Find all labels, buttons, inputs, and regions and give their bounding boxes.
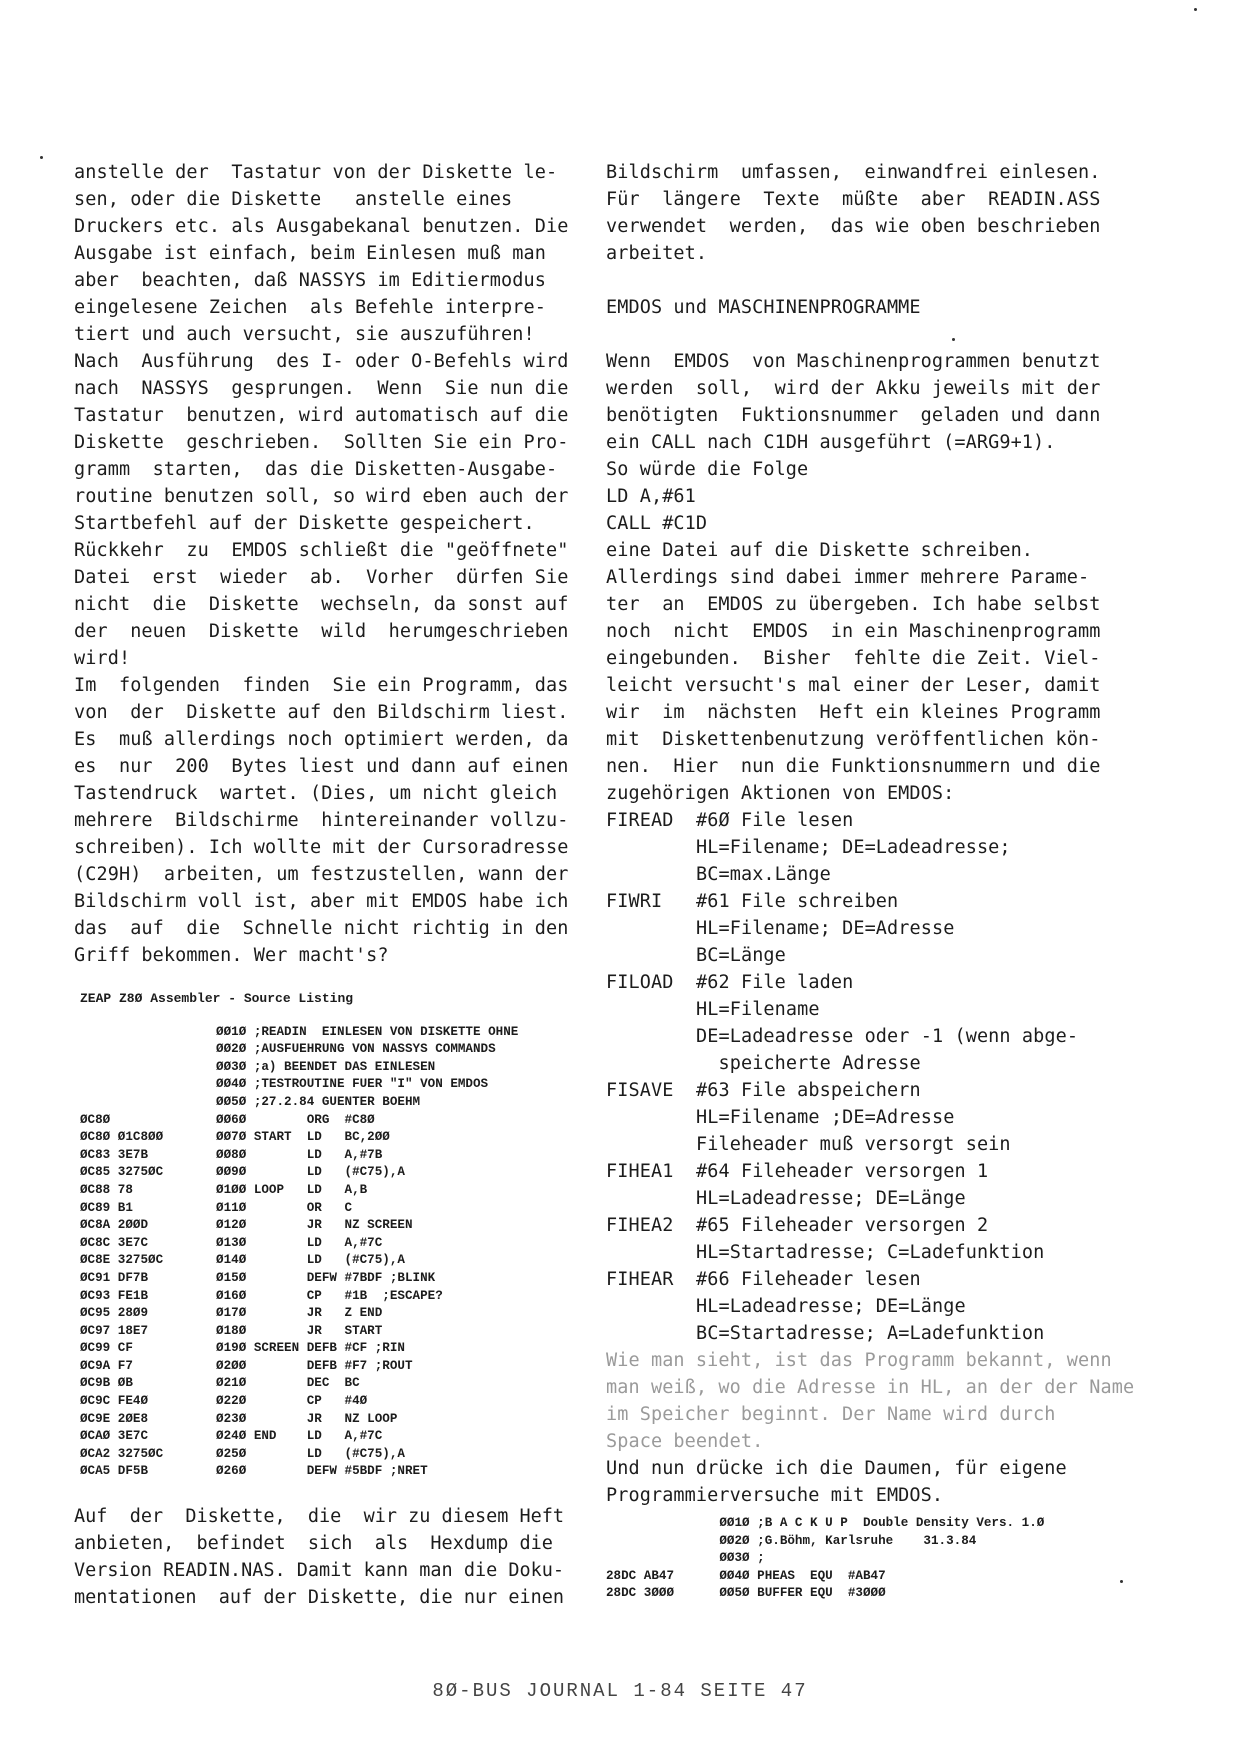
paragraph-line: Startbefehl auf der Diskette gespeichert. (74, 513, 535, 534)
scan-speck (1120, 1580, 1123, 1583)
function-code: #61 File schreiben (696, 891, 899, 912)
paragraph-line: wird! (74, 648, 131, 669)
listing-row: ØØ5Ø ;27.2.84 GUENTER BOEHM (80, 1094, 421, 1109)
paragraph-line: anstelle der Tastatur von der Diskette le- (74, 162, 558, 183)
paragraph-line: Tastendruck wartet. (Dies, um nicht gleich (74, 783, 558, 804)
listing-row: ØC83 3E7B ØØ8Ø LD A,#7B (80, 1147, 383, 1162)
listing-row: ØCAØ 3E7C Ø24Ø END LD A,#7C (80, 1429, 383, 1444)
paragraph-line: Im folgenden finden Sie ein Programm, das (74, 675, 569, 696)
listing-title: ZEAP Z8Ø Assembler - Source Listing (80, 991, 354, 1006)
listing-row: ØC95 28Ø9 Ø17Ø JR Z END (80, 1306, 383, 1321)
paragraph-line: sen, oder die Diskette anstelle eines (74, 189, 513, 210)
scan-speck (40, 156, 43, 159)
function-detail: BC=Länge (696, 945, 786, 966)
function-entry (606, 1212, 1086, 1239)
paragraph-line: nach NASSYS gesprungen. Wenn Sie nun die (74, 378, 569, 399)
paragraph-line: von der Diskette auf den Bildschirm liest. (74, 702, 569, 723)
paragraph-line: ter an EMDOS zu übergeben. Ich habe selbst (606, 594, 1101, 615)
scan-speck (952, 338, 955, 341)
paragraph-line: eingelesene Zeichen als Befehle interpre- (74, 297, 546, 318)
listing-row: ØC89 B1 Ø11Ø OR C (80, 1200, 353, 1215)
paragraph-line: Allerdings sind dabei immer mehrere Parame- (606, 567, 1090, 588)
paragraph-line: nen. Hier nun die Funktionsnummern und die (606, 756, 1101, 777)
scan-speck (1194, 8, 1197, 11)
paragraph-line: Bildschirm voll ist, aber mit EMDOS habe ich (74, 891, 569, 912)
paragraph-line: Ausgabe ist einfach, beim Einlesen muß man (74, 243, 546, 264)
function-name: FILOAD (606, 972, 674, 993)
function-name: FISAVE (606, 1080, 674, 1101)
listing-row: 28DC AB47 ØØ4Ø PHEAS EQU #AB47 (606, 1568, 886, 1583)
paragraph-line: es nur 200 Bytes liest und dann auf einen (74, 756, 569, 777)
paragraph-line: das auf die Schnelle nicht richtig in den (74, 918, 569, 939)
function-entry (606, 888, 1086, 915)
page-footer: 8Ø-BUS JOURNAL 1-84 SEITE 47 (432, 1680, 808, 1702)
paragraph-line: Datei erst wieder ab. Vorher dürfen Sie (74, 567, 569, 588)
paragraph-line: So würde die Folge (606, 459, 809, 480)
listing-row: ØØ1Ø ;READIN EINLESEN VON DISKETTE OHNE (80, 1024, 519, 1039)
source-listing-right (606, 1515, 1126, 1603)
listing-row: ØC9E 2ØE8 Ø23Ø JR NZ LOOP (80, 1411, 398, 1426)
paragraph-line: schreiben). Ich wollte mit der Cursoradresse (74, 837, 569, 858)
function-detail: HL=Filename ;DE=Adresse (696, 1107, 955, 1128)
section-heading: EMDOS und MASCHINENPROGRAMME (606, 297, 921, 318)
paragraph-line: Version READIN.NAS. Damit kann man die Doku- (74, 1560, 565, 1581)
paragraph-line: Und nun drücke ich die Daumen, für eigene (606, 1458, 1067, 1479)
paragraph-line: routine benutzen soll, so wird eben auch der (74, 486, 569, 507)
listing-row: ØCA5 DF5B Ø26Ø DEFW #5BDF ;NRET (80, 1464, 428, 1479)
paragraph-line: Bildschirm umfassen, einwandfrei einlesen. (606, 162, 1101, 183)
paragraph-line: Diskette geschrieben. Sollten Sie ein Pro- (74, 432, 569, 453)
paragraph-line: CALL #C1D (606, 513, 708, 534)
left-column (74, 159, 569, 969)
paragraph-line: der neuen Diskette wild herumgeschrieben (74, 621, 569, 642)
listing-row: ØC8C 3E7C Ø13Ø LD A,#7C (80, 1235, 383, 1250)
paragraph-line: ein CALL nach C1DH ausgeführt (=ARG9+1). (606, 432, 1056, 453)
paragraph-line: benötigten Fuktionsnummer geladen und dann (606, 405, 1101, 426)
paragraph-line: Tastatur benutzen, wird automatisch auf die (74, 405, 569, 426)
paragraph-line: zugehörigen Aktionen von EMDOS: (606, 783, 955, 804)
left-bottom-text (74, 1503, 565, 1611)
function-detail: HL=Ladeadresse; DE=Länge (696, 1188, 966, 1209)
listing-row: ØC8E 3275ØC Ø14Ø LD (#C75),A (80, 1253, 405, 1268)
listing-row: ØC8Ø ØØ6Ø ORG #C8Ø (80, 1112, 375, 1127)
paragraph-line: Für längere Texte müßte aber READIN.ASS (606, 189, 1101, 210)
paragraph-line: noch nicht EMDOS in ein Maschinenprogramm (606, 621, 1101, 642)
paragraph-line: eingebunden. Bisher fehlte die Zeit. Viel- (606, 648, 1101, 669)
function-name: FIREAD (606, 810, 674, 831)
function-name: FIHEA2 (606, 1215, 674, 1236)
source-listing-left (80, 990, 580, 1481)
paragraph-line: mit Diskettenbenutzung veröffentlichen kön- (606, 729, 1101, 750)
paragraph-line: verwendet werden, das wie oben beschrieben (606, 216, 1101, 237)
right-column (606, 159, 1135, 1509)
function-code: #64 Fileheader versorgen 1 (696, 1161, 989, 1182)
paragraph-line: arbeitet. (606, 243, 708, 264)
paragraph-line: gramm starten, das die Disketten-Ausgabe- (74, 459, 558, 480)
paragraph-line: aber beachten, daß NASSYS im Editiermodus (74, 270, 546, 291)
function-detail: HL=Startadresse; C=Ladefunktion (696, 1242, 1045, 1263)
paragraph-line: Programmierversuche mit EMDOS. (606, 1485, 944, 1506)
listing-row: ØØ2Ø ;G.Böhm, Karlsruhe 31.3.84 (606, 1533, 977, 1548)
listing-row: ØC85 3275ØC ØØ9Ø LD (#C75),A (80, 1165, 405, 1180)
paragraph-line: man weiß, wo die Adresse in HL, an der der Name (606, 1377, 1135, 1398)
function-entry (606, 807, 1086, 834)
listing-row: ØC9A F7 Ø2ØØ DEFB #F7 ;ROUT (80, 1358, 413, 1373)
paragraph-line: Druckers etc. als Ausgabekanal benutzen. Die (74, 216, 569, 237)
function-detail: Fileheader muß versorgt sein (696, 1134, 1011, 1155)
paragraph-line: Griff bekommen. Wer macht's? (74, 945, 389, 966)
listing-row: ØC91 DF7B Ø15Ø DEFW #7BDF ;BLINK (80, 1270, 436, 1285)
listing-row: ØC8A 2ØØD Ø12Ø JR NZ SCREEN (80, 1218, 413, 1233)
listing-row: ØØ3Ø ;a) BEENDET DAS EINLESEN (80, 1059, 436, 1074)
function-code: #66 Fileheader lesen (696, 1269, 921, 1290)
function-entry (606, 1266, 1086, 1293)
function-entry (606, 1158, 1086, 1185)
function-detail: speicherte Adresse (696, 1053, 921, 1074)
function-detail: BC=max.Länge (696, 864, 831, 885)
listing-row: ØC9C FE4Ø Ø22Ø CP #4Ø (80, 1394, 368, 1409)
function-code: #62 File laden (696, 972, 854, 993)
paragraph-line: nicht die Diskette wechseln, da sonst auf (74, 594, 569, 615)
listing-row: ØC93 FE1B Ø16Ø CP #1B ;ESCAPE? (80, 1288, 443, 1303)
listing-row: ØC8Ø Ø1C8ØØ ØØ7Ø START LD BC,2ØØ (80, 1130, 390, 1145)
function-name: FIWRI (606, 891, 663, 912)
function-detail: DE=Ladeadresse oder -1 (wenn abge- (696, 1026, 1079, 1047)
function-detail: BC=Startadresse; A=Ladefunktion (696, 1323, 1045, 1344)
paragraph-line: Auf der Diskette, die wir zu diesem Heft (74, 1506, 565, 1527)
function-detail: HL=Filename; DE=Ladeadresse; (696, 837, 1011, 858)
paragraph-line: Nach Ausführung des I- oder O-Befehls wird (74, 351, 569, 372)
listing-rows (606, 1515, 1126, 1603)
function-entry (606, 1077, 1086, 1104)
listing-row: ØØ1Ø ;B A C K U P Double Density Vers. 1.Ø (606, 1516, 1045, 1530)
paragraph-line: Wenn EMDOS von Maschinenprogrammen benutzt (606, 351, 1101, 372)
function-name: FIHEA1 (606, 1161, 674, 1182)
function-entry (606, 969, 1086, 996)
paragraph-line: wir im nächsten Heft ein kleines Programm (606, 702, 1101, 723)
function-detail: HL=Ladeadresse; DE=Länge (696, 1296, 966, 1317)
function-detail: HL=Filename (696, 999, 820, 1020)
paragraph-line: LD A,#61 (606, 486, 696, 507)
paragraph-line: Es muß allerdings noch optimiert werden, da (74, 729, 569, 750)
listing-row: ØCA2 3275ØC Ø25Ø LD (#C75),A (80, 1446, 405, 1461)
function-code: #65 Fileheader versorgen 2 (696, 1215, 989, 1236)
listing-row: ØC99 CF Ø19Ø SCREEN DEFB #CF ;RIN (80, 1341, 405, 1356)
paragraph-line: mehrere Bildschirme hintereinander vollzu- (74, 810, 569, 831)
spacer (606, 267, 1086, 294)
paragraph-line: Wie man sieht, ist das Programm bekannt, wenn (606, 1350, 1112, 1371)
paragraph-line: leicht versucht's mal einer der Leser, damit (606, 675, 1101, 696)
function-code: #6Ø File lesen (696, 810, 854, 831)
listing-row: ØC88 78 Ø1ØØ LOOP LD A,B (80, 1182, 368, 1197)
function-code: #63 File abspeichern (696, 1080, 921, 1101)
function-name: FIHEAR (606, 1269, 674, 1290)
spacer (606, 321, 1086, 348)
paragraph-line: werden soll, wird der Akku jeweils mit der (606, 378, 1101, 399)
listing-row: ØC9B ØB Ø21Ø DEC BC (80, 1376, 360, 1391)
listing-row: ØØ2Ø ;AUSFUEHRUNG VON NASSYS COMMANDS (80, 1042, 496, 1057)
function-detail: HL=Filename; DE=Adresse (696, 918, 955, 939)
listing-rows (80, 1024, 580, 1481)
paragraph-line: eine Datei auf die Diskette schreiben. (606, 540, 1034, 561)
paragraph-line: Space beendet. (606, 1431, 764, 1452)
listing-row: ØØ3Ø ; (606, 1551, 765, 1566)
listing-row: 28DC 3ØØØ ØØ5Ø BUFFER EQU #3ØØØ (606, 1586, 886, 1601)
paragraph-line: im Speicher beginnt. Der Name wird durch (606, 1404, 1056, 1425)
listing-row: ØC97 18E7 Ø18Ø JR START (80, 1323, 383, 1338)
paragraph-line: mentationen auf der Diskette, die nur einen (74, 1587, 565, 1608)
paragraph-line: (C29H) arbeiten, um festzustellen, wann der (74, 864, 569, 885)
listing-row: ØØ4Ø ;TESTROUTINE FUER "I" VON EMDOS (80, 1077, 489, 1092)
paragraph-line: Rückkehr zu EMDOS schließt die "geöffnete" (74, 540, 569, 561)
paragraph-line: tiert und auch versucht, sie auszuführen! (74, 324, 535, 345)
paragraph-line: anbieten, befindet sich als Hexdump die (74, 1533, 553, 1554)
